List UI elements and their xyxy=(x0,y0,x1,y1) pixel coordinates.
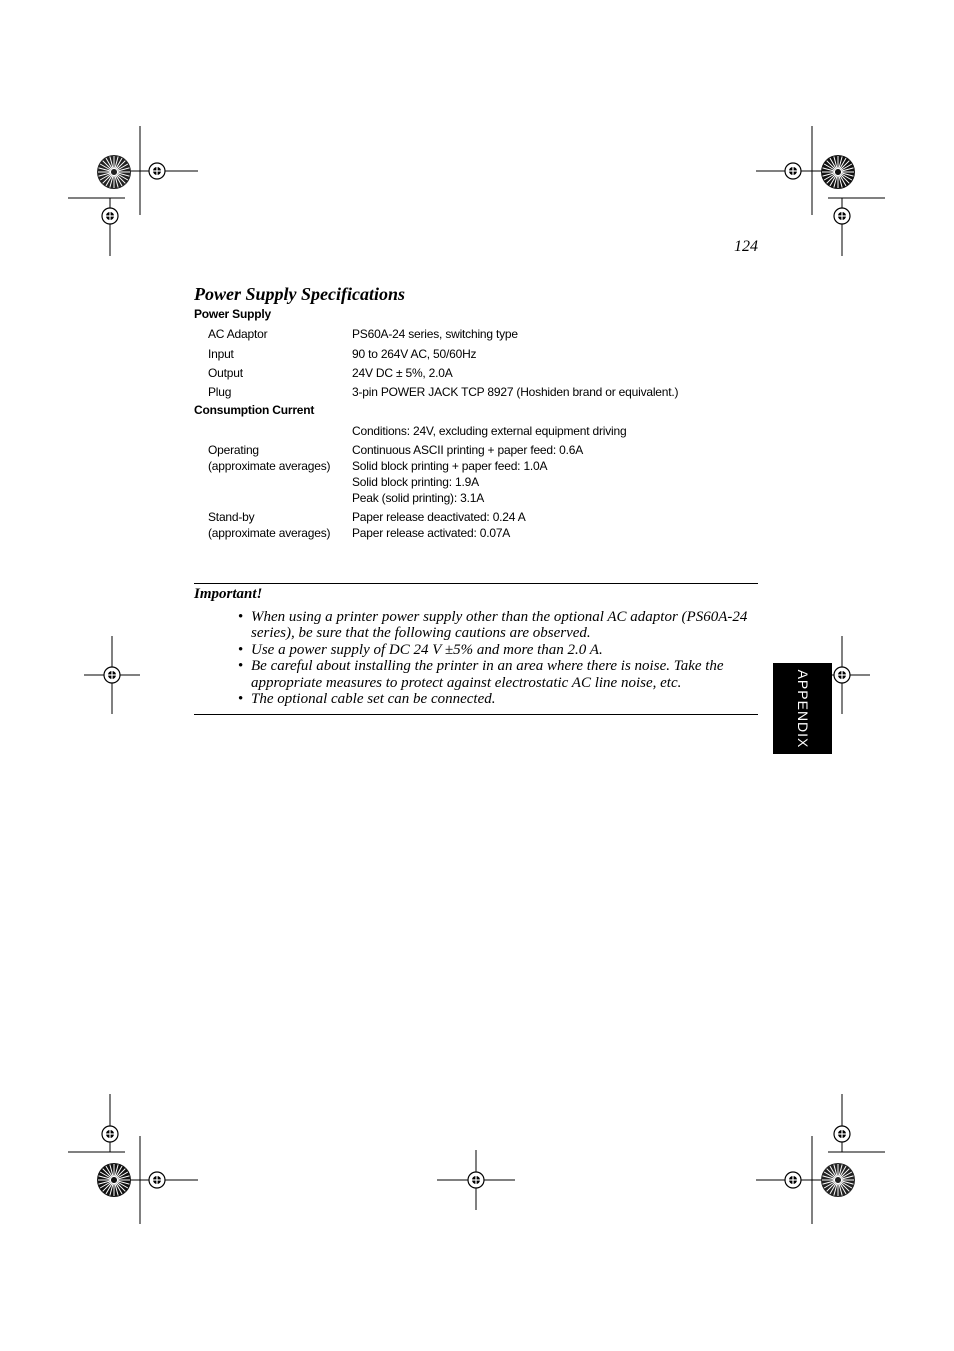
page-number: 124 xyxy=(734,238,758,255)
list-item: • Be careful about installing the printer in an area where there is noise. Take the appropriate measures to protect against electrostatic AC line noise, etc. xyxy=(238,658,724,691)
consumption-conditions: Conditions: 24V, excluding external equipment driving xyxy=(352,424,627,438)
spec-label-output: Output xyxy=(208,366,243,380)
section-title: Power Supply Specifications xyxy=(194,284,405,304)
spec-value-output: 24V DC ± 5%, 2.0A xyxy=(352,366,453,380)
spec-value-ac-adaptor: PS60A-24 series, switching type xyxy=(352,327,518,341)
appendix-tab-label: APPENDIX xyxy=(794,669,811,748)
list-item: • The optional cable set can be connected. xyxy=(238,691,496,708)
spec-value-plug: 3-pin POWER JACK TCP 8927 (Hoshiden brand or equivalent.) xyxy=(352,385,679,399)
standby-sublabel: (approximate averages) xyxy=(208,526,331,540)
bullet-icon: • xyxy=(238,609,244,625)
consumption-heading: Consumption Current xyxy=(194,403,315,417)
bullet-icon: • xyxy=(238,658,244,675)
spec-label-plug: Plug xyxy=(208,385,232,399)
important-list xyxy=(238,609,758,707)
operating-sublabel: (approximate averages) xyxy=(208,459,331,473)
important-top-rule xyxy=(194,583,758,584)
standby-label: Stand-by xyxy=(208,510,255,524)
spec-value-input: 90 to 264V AC, 50/60Hz xyxy=(352,347,477,361)
operating-value: Continuous ASCII printing + paper feed: 0.6A xyxy=(352,443,584,457)
standby-value: Paper release deactivated: 0.24 A xyxy=(352,510,526,524)
bullet-icon: • xyxy=(238,691,244,708)
operating-value: Solid block printing: 1.9A xyxy=(352,475,479,489)
standby-value: Paper release activated: 0.07A xyxy=(352,526,511,540)
bullet-icon: • xyxy=(238,641,244,658)
operating-label: Operating xyxy=(208,443,259,457)
important-heading: Important! xyxy=(194,586,263,602)
power-supply-heading: Power Supply xyxy=(194,307,271,321)
appendix-side-tab xyxy=(773,663,832,754)
operating-value: Peak (solid printing): 3.1A xyxy=(352,491,485,505)
list-item: • Use a power supply of DC 24 V ±5% and more than 2.0 A. xyxy=(238,641,603,658)
spec-label-input: Input xyxy=(208,347,234,361)
list-item: • When using a printer power supply other than the optional AC adaptor (PS60A-24 series), be sure that the following cautions are observed. xyxy=(238,609,748,642)
spec-label-ac-adaptor: AC Adaptor xyxy=(208,327,268,341)
important-bottom-rule xyxy=(194,714,758,715)
operating-value: Solid block printing + paper feed: 1.0A xyxy=(352,459,548,473)
